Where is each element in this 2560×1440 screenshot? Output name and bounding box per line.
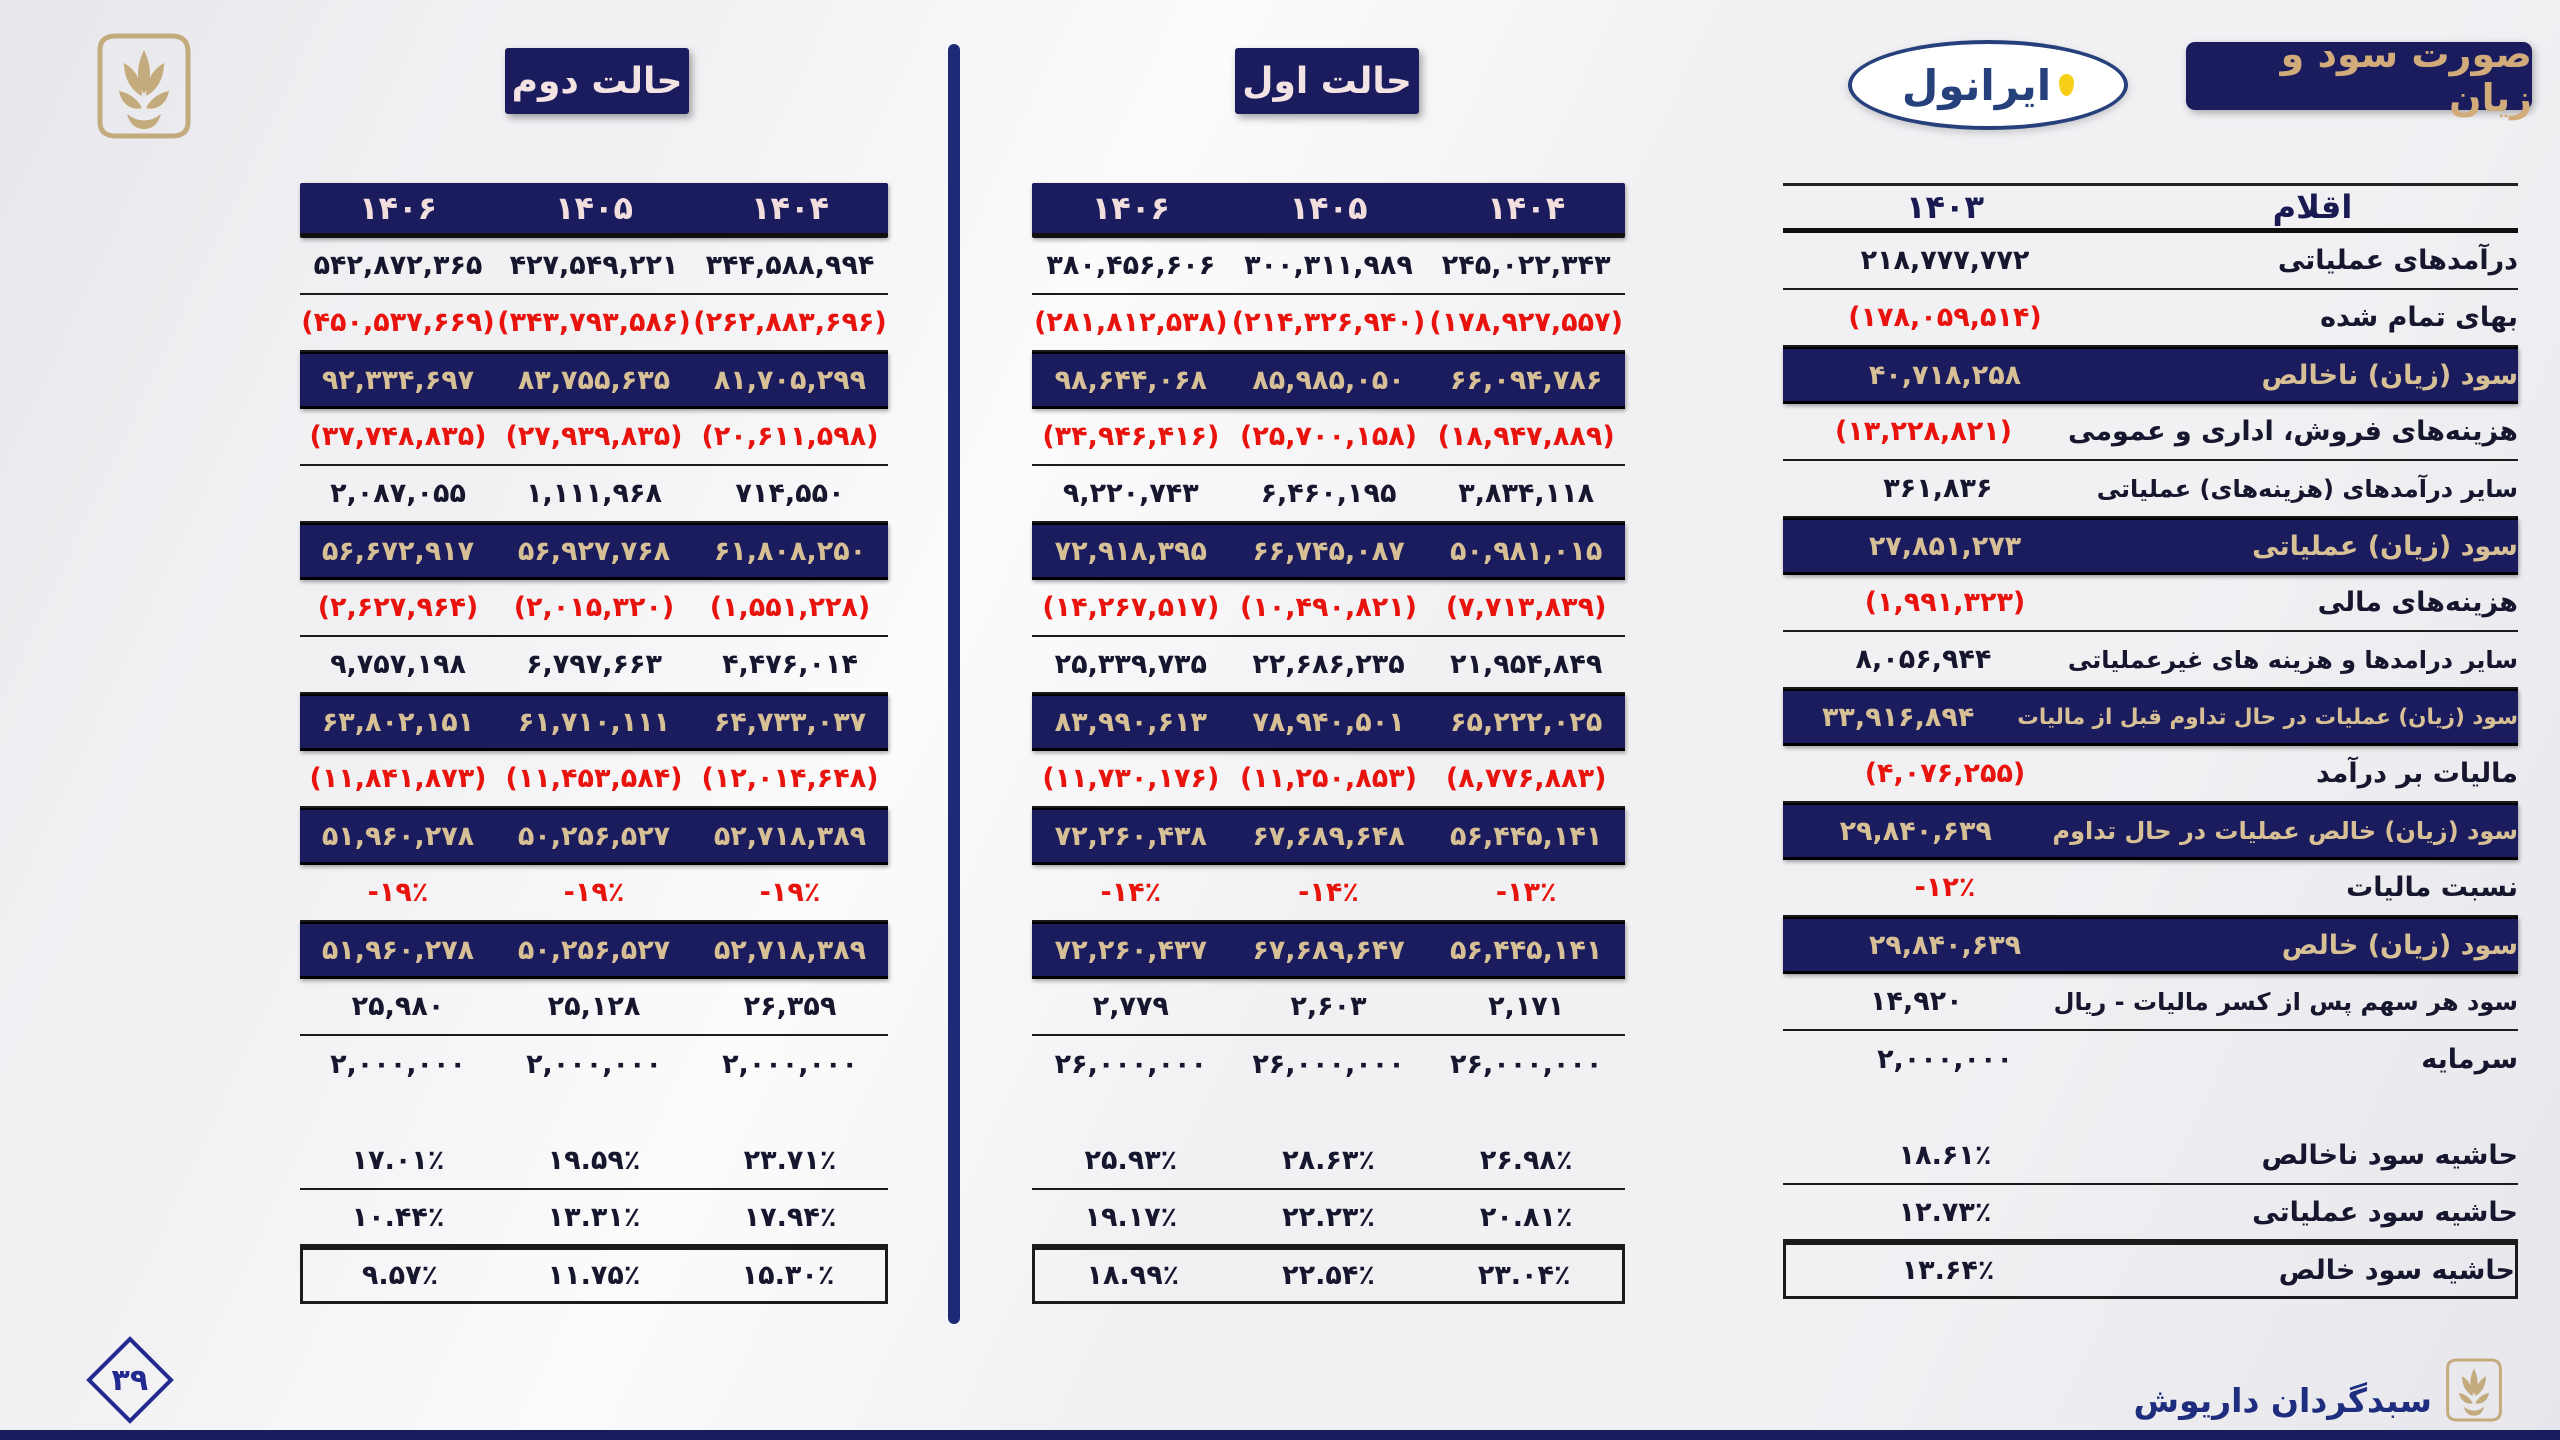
table-row	[1783, 1128, 2518, 1185]
cell-value: ۲۲,۶۸۶,۲۳۵	[1252, 649, 1405, 680]
items-table-body	[1783, 233, 2518, 1088]
table-row	[1783, 290, 2518, 347]
cell-value: (۱۰,۴۹۰,۸۲۱)	[1239, 592, 1418, 623]
cell-value: ۵۶,۶۷۲,۹۱۷	[321, 535, 475, 567]
table-row	[300, 1247, 888, 1304]
cell-value: ۹.۵۷٪	[361, 1260, 439, 1291]
row-label: سود (زیان) عملیاتی	[2252, 530, 2518, 562]
cell-value: ۱۵.۳۰٪	[741, 1260, 835, 1291]
cell-value: (۱۱,۷۳۰,۱۷۶)	[1042, 763, 1220, 794]
table-row	[1783, 689, 2518, 746]
table-row	[1032, 1133, 1625, 1190]
cell-value: ۹,۲۲۰,۷۴۳	[1062, 478, 1199, 509]
cell-value: (۱,۵۵۱,۲۲۸)	[709, 592, 871, 623]
cell-value: (۳۷,۷۴۸,۸۳۵)	[309, 421, 487, 452]
scenario1-table	[1032, 183, 1625, 1304]
cell-value: ۱۱.۷۵٪	[547, 1260, 641, 1291]
table-row	[300, 808, 888, 865]
table-row	[1032, 1190, 1625, 1247]
table-row	[1783, 518, 2518, 575]
cell-value: ۷۲,۹۱۸,۳۹۵	[1054, 535, 1208, 567]
table-row	[1032, 352, 1625, 409]
cell-value: ۵۱,۹۶۰,۲۷۸	[321, 934, 475, 966]
table-row	[1783, 461, 2518, 518]
table-row	[1783, 860, 2518, 917]
cell-value: ۵۲,۷۱۸,۳۸۹	[713, 820, 867, 852]
table-row	[1032, 1247, 1625, 1304]
table-row	[300, 466, 888, 523]
cell-value: ۵۶,۴۴۵,۱۴۱	[1450, 934, 1603, 966]
table-row	[1783, 404, 2518, 461]
cell-value: ۲,۶۰۳	[1290, 991, 1367, 1022]
cell-value: ۲,۰۰۰,۰۰۰	[526, 1049, 662, 1080]
row-label: سرمایه	[2421, 1044, 2518, 1075]
cell-value: ۲,۰۰۰,۰۰۰	[1877, 1044, 2013, 1075]
table-row	[1032, 295, 1625, 352]
year-header: ۱۴۰۵	[1289, 189, 1368, 227]
row-label: هزینه‌های مالی	[2317, 587, 2518, 618]
items-table	[1783, 183, 2518, 1299]
cell-value: ۷۲,۲۶۰,۴۳۸	[1054, 820, 1208, 852]
table-row	[1032, 466, 1625, 523]
cell-value: ۷۱۴,۵۵۰	[735, 478, 845, 509]
cell-value: ۲۲.۵۴٪	[1282, 1260, 1375, 1291]
table-row	[1783, 974, 2518, 1031]
bottom-accent-bar	[0, 1430, 2560, 1440]
cell-value: ۸۱,۷۰۵,۲۹۹	[713, 364, 867, 396]
scenario1-table-body	[1032, 238, 1625, 1093]
cell-value: ۹,۷۵۷,۱۹۸	[330, 649, 466, 680]
cell-value: ۲۱,۹۵۴,۸۴۹	[1450, 649, 1603, 680]
scenario1-year-header	[1032, 183, 1625, 238]
table-row	[1783, 803, 2518, 860]
table-row	[1783, 746, 2518, 803]
cell-value: ۸۳,۷۵۵,۶۳۵	[517, 364, 671, 396]
cell-value: ۲۶,۳۵۹	[743, 991, 837, 1022]
cell-value: ۶,۷۹۷,۶۶۳	[526, 649, 662, 680]
table-row	[1032, 523, 1625, 580]
cell-value: ۲۶,۰۰۰,۰۰۰	[1252, 1049, 1405, 1080]
scenario2-table	[300, 183, 888, 1304]
cell-value: ۲۶.۹۸٪	[1479, 1145, 1573, 1176]
cell-value: -۱۲٪	[1914, 872, 1976, 903]
cell-value: ۲۵.۹۳٪	[1084, 1145, 1178, 1176]
iranol-logo	[1848, 40, 2128, 130]
vertical-divider	[948, 44, 960, 1324]
cell-value: ۵۰,۲۵۶,۵۲۷	[517, 934, 671, 966]
table-row	[300, 922, 888, 979]
cell-value: ۴,۴۷۶,۰۱۴	[722, 649, 858, 680]
cell-value: ۱,۱۱۱,۹۶۸	[526, 478, 662, 509]
cell-value: ۴۰,۷۱۸,۲۵۸	[1868, 359, 2022, 391]
cell-value: ۲۵,۳۳۹,۷۳۵	[1054, 649, 1208, 680]
cell-value: ۲۷,۸۵۱,۲۷۳	[1868, 530, 2022, 562]
scenario1-table-margins	[1032, 1133, 1625, 1304]
cell-value: (۲۵,۷۰۰,۱۵۸)	[1239, 421, 1418, 452]
cell-value: ۲,۰۰۰,۰۰۰	[722, 1049, 858, 1080]
cell-value: (۷,۷۱۳,۸۳۹)	[1445, 592, 1607, 623]
cell-value: (۲۸۱,۸۱۲,۵۳۸)	[1034, 307, 1228, 338]
cell-value: ۲۳.۰۴٪	[1477, 1260, 1571, 1291]
row-label: نسبت مالیات	[2346, 872, 2518, 903]
cell-value: ۲۳.۷۱٪	[743, 1145, 837, 1176]
cell-value: ۲۹,۸۴۰,۶۳۹	[1839, 815, 1992, 847]
cell-value: ۲۶,۰۰۰,۰۰۰	[1450, 1049, 1603, 1080]
cell-value: ۱۳.۶۴٪	[1901, 1255, 1995, 1286]
cell-value: ۱۰.۴۴٪	[351, 1201, 445, 1233]
year-header: ۱۴۰۵	[554, 189, 634, 227]
cell-value: ۷۸,۹۴۰,۵۰۱	[1252, 706, 1405, 738]
table-row	[1032, 808, 1625, 865]
footer-brand-text: سبدگردان داریوش	[2133, 1381, 2432, 1420]
table-row	[1032, 637, 1625, 694]
cell-value: (۱۱,۴۵۳,۵۸۴)	[505, 763, 683, 794]
cell-value: ۵۶,۹۲۷,۷۶۸	[517, 535, 671, 567]
cell-value: ۱۹.۵۹٪	[547, 1145, 641, 1176]
cell-value: ۵۲,۷۱۸,۳۸۹	[713, 934, 867, 966]
row-label: سود (زیان) خالص عملیات در حال تداوم	[2052, 817, 2518, 845]
row-label: سایر درامدها و هزینه های غیرعملیاتی	[2067, 645, 2518, 674]
page-title: صورت سود و زیان	[2186, 42, 2532, 110]
row-label: سود (زیان) عملیات در حال تداوم قبل از مالیات	[2017, 704, 2518, 730]
year-header: ۱۴۰۴	[1487, 189, 1566, 227]
cell-value: (۲۱۴,۳۲۶,۹۴۰)	[1231, 307, 1426, 338]
cell-value: ۸,۰۵۶,۹۴۴	[1855, 644, 1992, 675]
cell-value: (۲۷,۹۳۹,۸۳۵)	[505, 421, 683, 452]
page-number-badge	[86, 1336, 174, 1424]
table-row	[300, 637, 888, 694]
table-row	[1032, 979, 1625, 1036]
year-header: ۱۴۰۳	[1905, 188, 1985, 226]
cell-value: ۳۳,۹۱۶,۸۹۴	[1821, 701, 1975, 733]
cell-value: ۶,۴۶۰,۱۹۵	[1260, 478, 1397, 509]
cell-value: (۱۳,۲۲۸,۸۲۱)	[1834, 416, 2013, 447]
cell-value: ۵۰,۲۵۶,۵۲۷	[517, 820, 671, 852]
cell-value: (۴,۰۷۶,۲۵۵)	[1864, 758, 2026, 789]
cell-value: -۱۴٪	[1100, 877, 1162, 908]
cell-value: (۱۴,۲۶۷,۵۱۷)	[1042, 592, 1220, 623]
year-header: ۱۴۰۴	[750, 189, 830, 227]
cell-value: ۲۵,۱۲۸	[547, 991, 641, 1022]
cell-value: ۶۱,۸۰۸,۲۵۰	[713, 535, 867, 567]
cell-value: (۱۱,۲۵۰,۸۵۳)	[1239, 763, 1418, 794]
year-header: ۱۴۰۶	[1091, 189, 1170, 227]
cell-value: ۵۰,۹۸۱,۰۱۵	[1450, 535, 1603, 567]
row-label: حاشیه سود ناخالص	[2261, 1140, 2518, 1171]
row-label: سود (زیان) ناخالص	[2261, 359, 2518, 391]
cell-value: ۶۶,۷۴۵,۰۸۷	[1252, 535, 1405, 567]
table-row	[1032, 751, 1625, 808]
row-label: سایر درآمدهای (هزینه‌های) عملیاتی	[2096, 474, 2518, 503]
cell-value: (۱,۹۹۱,۳۲۳)	[1864, 587, 2026, 618]
footer-lotus-emblem-icon	[2444, 1356, 2504, 1424]
row-label: مالیات بر درآمد	[2316, 758, 2518, 789]
cell-value: (۴۵۰,۵۳۷,۶۶۹)	[301, 307, 495, 338]
table-row	[300, 1133, 888, 1190]
table-row	[1783, 1031, 2518, 1088]
table-row	[300, 1036, 888, 1093]
iranol-logo-text: ایرانول	[1901, 60, 2052, 110]
scenario2-title: حالت دوم	[505, 48, 689, 114]
scenario1-title: حالت اول	[1235, 48, 1419, 114]
cell-value: ۵۶,۴۴۵,۱۴۱	[1450, 820, 1603, 852]
cell-value: ۲۱۸,۷۷۷,۷۷۲	[1860, 245, 2030, 276]
cell-value: (۲,۰۱۵,۳۲۰)	[513, 592, 675, 623]
scenario2-table-margins	[300, 1133, 888, 1304]
cell-value: (۱۲,۰۱۴,۶۴۸)	[701, 763, 879, 794]
table-row	[1032, 409, 1625, 466]
cell-value: ۱۴,۹۲۰	[1869, 986, 1963, 1017]
lotus-emblem-icon	[92, 30, 196, 142]
table-row	[1783, 632, 2518, 689]
cell-value: -۱۹٪	[759, 877, 821, 908]
cell-value: ۳۰۰,۳۱۱,۹۸۹	[1244, 250, 1413, 281]
table-row	[300, 352, 888, 409]
table-row	[1783, 575, 2518, 632]
cell-value: ۱۳.۳۱٪	[547, 1201, 641, 1233]
cell-value: (۱۷۸,۰۵۹,۵۱۴)	[1848, 302, 2042, 333]
cell-value: ۳۴۴,۵۸۸,۹۹۴	[705, 250, 875, 281]
cell-value: ۲۹,۸۴۰,۶۳۹	[1868, 929, 2022, 961]
table-row	[300, 580, 888, 637]
cell-value: (۲۰,۶۱۱,۵۹۸)	[701, 421, 879, 452]
cell-value: ۹۲,۳۳۴,۶۹۷	[321, 364, 475, 396]
cell-value: ۶۶,۰۹۴,۷۸۶	[1450, 364, 1603, 396]
row-label: سود (زیان) خالص	[2281, 929, 2518, 961]
cell-value: -۱۳٪	[1495, 877, 1557, 908]
cell-value: ۲۵,۹۸۰	[351, 991, 445, 1022]
cell-value: ۵۴۲,۸۷۲,۳۶۵	[313, 250, 483, 281]
cell-value: ۶۱,۷۱۰,۱۱۱	[517, 706, 671, 738]
cell-value: ۷۲,۲۶۰,۴۳۷	[1054, 934, 1208, 966]
cell-value: -۱۴٪	[1298, 877, 1359, 908]
cell-value: ۳۸۰,۴۵۶,۶۰۶	[1046, 250, 1216, 281]
cell-value: ۲۶,۰۰۰,۰۰۰	[1054, 1049, 1208, 1080]
cell-value: ۳,۸۳۴,۱۱۸	[1458, 478, 1595, 509]
table-row	[1032, 922, 1625, 979]
cell-value: ۸۳,۹۹۰,۶۱۳	[1054, 706, 1208, 738]
items-table-header	[1783, 183, 2518, 233]
table-row	[1783, 1242, 2518, 1299]
items-table-margins	[1783, 1128, 2518, 1299]
scenario2-year-header	[300, 183, 888, 238]
table-row	[300, 751, 888, 808]
cell-value: ۶۵,۲۲۲,۰۲۵	[1450, 706, 1603, 738]
cell-value: (۳۴۳,۷۹۳,۵۸۶)	[497, 307, 691, 338]
table-row	[1032, 1036, 1625, 1093]
table-row	[300, 979, 888, 1036]
row-label: هزینه‌های فروش، اداری و عمومی	[2068, 416, 2518, 447]
cell-value: ۶۷,۶۸۹,۶۴۷	[1252, 934, 1405, 966]
table-row	[300, 238, 888, 295]
cell-value: ۲,۱۷۱	[1488, 991, 1565, 1022]
row-label: حاشیه سود خالص	[2278, 1255, 2515, 1286]
cell-value: ۱۷.۹۴٪	[743, 1201, 837, 1233]
cell-value: (۱۸,۹۴۷,۸۸۹)	[1437, 421, 1615, 452]
cell-value: (۱۱,۸۴۱,۸۷۳)	[309, 763, 487, 794]
oil-drop-icon	[2059, 74, 2074, 96]
cell-value: ۱۸.۶۱٪	[1898, 1140, 1992, 1171]
cell-value: (۸,۷۷۶,۸۸۳)	[1445, 763, 1607, 794]
cell-value: (۳۴,۹۴۶,۴۱۶)	[1042, 421, 1220, 452]
items-header-label: اقلام	[2272, 188, 2353, 226]
table-row	[1783, 917, 2518, 974]
cell-value: ۹۸,۶۴۴,۰۶۸	[1054, 364, 1208, 396]
table-row	[1032, 580, 1625, 637]
cell-value: (۱۷۸,۹۲۷,۵۵۷)	[1429, 307, 1623, 338]
table-row	[1032, 238, 1625, 295]
cell-value: ۲,۰۰۰,۰۰۰	[330, 1049, 466, 1080]
table-row	[300, 295, 888, 352]
table-row	[300, 409, 888, 466]
table-row	[300, 523, 888, 580]
cell-value: (۲۶۲,۸۸۳,۶۹۶)	[693, 307, 887, 338]
cell-value: ۲۴۵,۰۲۲,۳۴۳	[1441, 250, 1611, 281]
cell-value: ۲۰.۸۱٪	[1479, 1201, 1573, 1233]
row-label: حاشیه سود عملیاتی	[2252, 1196, 2518, 1228]
brand-emblem-icon	[92, 30, 196, 142]
table-row	[300, 1190, 888, 1247]
cell-value: ۱۲.۷۳٪	[1898, 1196, 1992, 1228]
table-row	[1783, 233, 2518, 290]
cell-value: ۶۴,۷۳۳,۰۳۷	[713, 706, 867, 738]
cell-value: -۱۹٪	[367, 877, 429, 908]
table-row	[1032, 694, 1625, 751]
table-row	[1032, 865, 1625, 922]
table-row	[300, 865, 888, 922]
cell-value: ۶۳,۸۰۲,۱۵۱	[321, 706, 475, 738]
year-header: ۱۴۰۶	[358, 189, 438, 227]
cell-value: ۳۶۱,۸۳۶	[1883, 473, 1993, 504]
table-row	[300, 694, 888, 751]
scenario2-table-body	[300, 238, 888, 1093]
footer	[2134, 1356, 2504, 1424]
page-number: ۳۹	[111, 1362, 149, 1398]
cell-value: (۲,۶۲۷,۹۶۴)	[317, 592, 479, 623]
cell-value: ۱۹.۱۷٪	[1084, 1201, 1178, 1233]
row-label: بهای تمام شده	[2320, 302, 2518, 333]
row-label: سود هر سهم پس از کسر مالیات - ریال	[2053, 987, 2518, 1016]
cell-value: ۲۸.۶۳٪	[1282, 1145, 1375, 1176]
cell-value: ۱۸.۹۹٪	[1086, 1260, 1180, 1291]
cell-value: ۲,۷۷۹	[1092, 991, 1169, 1022]
cell-value: ۲۲.۲۳٪	[1282, 1201, 1375, 1233]
cell-value: ۸۵,۹۸۵,۰۵۰	[1252, 364, 1405, 396]
table-row	[1783, 347, 2518, 404]
cell-value: -۱۹٪	[563, 877, 625, 908]
cell-value: ۶۷,۶۸۹,۶۴۸	[1252, 820, 1405, 852]
cell-value: ۲,۰۸۷,۰۵۵	[330, 478, 466, 509]
table-row	[1783, 1185, 2518, 1242]
cell-value: ۵۱,۹۶۰,۲۷۸	[321, 820, 475, 852]
cell-value: ۱۷.۰۱٪	[351, 1145, 445, 1176]
row-label: درآمدهای عملیاتی	[2277, 245, 2518, 276]
cell-value: ۴۲۷,۵۴۹,۲۲۱	[509, 250, 679, 281]
